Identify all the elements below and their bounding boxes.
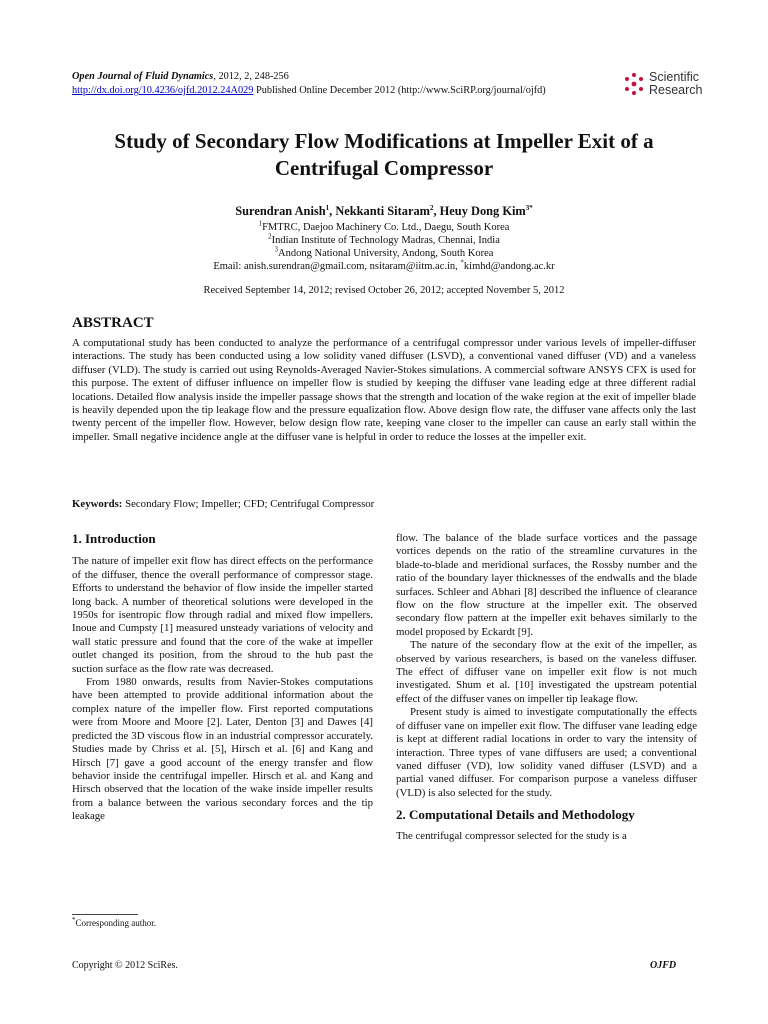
journal-header [72, 70, 702, 98]
footnote [72, 918, 156, 928]
abstract-text: A computational study has been conducted to analyze the performance of a centrifugal compressor under various levels of impeller-diffuser interactions. The study has been conducted using a low solidity vaned diffuser (LSVD), a conventional vaned diffuser (VD) and a vaneless diffuser (VLD). The study is carried out using Reynolds-Averaged Navier-Stokes simulations. A commercial software ANSYS CFX is used for this purpose. The extent of diffuser influence on impeller flow is studied by keeping the diffuser vane leading edge at three different radial locations. Detailed flow analysis inside the impeller passage shows that the strength and location of the wake region at the exit of impeller blade is heavily depended upon the tip leakage flow and the pressure equalization flow. Above design flow rate, the diffuser vane affects only the last twenty percent of the impeller flow. However, below design flow rate, keeping vane closer to the impeller can cause an early stall within the impeller. Small negative incidence angle at the diffuser vane is helpful in order to reduce the losses at the impeller exit. [72, 337, 696, 443]
doi-line [72, 84, 702, 98]
copyright: Copyright © 2012 SciRes. [72, 960, 178, 971]
body-paragraph: The nature of impeller exit flow has direct effects on the performance of the diffuser, thence the overall performance of compressor stage. Efforts to understand the behavior of flow inside the impeller started long back. A number of theoretical solutions were developed in the 1950s for isentropic flow through radial and mixed flow impellers. Inoue and Cumpsty [1] measured unsteady variations of velocity and wall static pressure and found that the core of the wake at impeller outlet changed its position, from the shroud to the hub past the suction surface as the flow rate was decreased. [72, 555, 373, 675]
author-affil-mark: 3* [525, 203, 533, 212]
body-paragraph: The nature of the secondary flow at the exit of the impeller, as observed by various researchers, is based on the vaneless diffuser. The effect of diffuser vane on impeller exit flow is not much investigated. Shum et al. [10] investigated the upstream potential effect of the diffuser vanes on impeller tip leakage flow. [396, 639, 697, 705]
author-name: Surendran Anish [235, 204, 326, 218]
doi-link[interactable]: http://dx.doi.org/10.4236/ojfd.2012.24A029 [72, 85, 254, 96]
email-line [84, 260, 684, 273]
journal-citation: , 2012, 2, 248-256 [213, 71, 289, 82]
email-prefix: Email: anish.surendran@gmail.com, nsitaram@iitm.ac.in, [213, 261, 461, 272]
keywords-text: Secondary Flow; Impeller; CFD; Centrifugal Compressor [122, 498, 375, 510]
affil-text: Indian Institute of Technology Madras, Chennai, India [271, 235, 500, 246]
published-info: Published Online December 2012 (http://www.SciRP.org/journal/ojfd) [253, 85, 546, 96]
body-paragraph: From 1980 onwards, results from Navier-Stokes computations have been attempted to provide additional information about the complex nature of the impeller flow. First reported computations were from Moore and Moore [2]. Later, Denton [3] and Dawes [4] predicted the 3D viscous flow in an industrial compressor accurately. Studies made by Chriss et al. [5], Hirsch et al. [6] and Kang and Hirsch [7] gave a good account of the energy transfer and flow behavior inside the centrifugal impeller. Hirsch et al. and Kang and Hirsch observed that the location of the wake inside impeller results from a balance between the various secondary forces and the tip leakage [72, 676, 373, 823]
author-name: Nekkanti Sitaram [335, 204, 430, 218]
body-paragraph: The centrifugal compressor selected for the study is a [396, 829, 627, 842]
received-dates: Received September 14, 2012; revised October 26, 2012; accepted November 5, 2012 [203, 285, 565, 296]
intro-heading: 1. Introduction [72, 531, 156, 546]
abstract-heading: ABSTRACT [72, 315, 154, 331]
affil-mark: 2 [268, 232, 272, 241]
author-separator: , [433, 204, 440, 218]
scientific-research-logo-icon [622, 72, 646, 96]
body-paragraph: Present study is aimed to investigate computationally the effects of diffuser vane on impeller exit flow. The diffuser vane leading edge is kept at different radial locations in order to vary the intensity of interaction. Three types of vane diffusers are used; a conventional vaned diffuser (VD), low solidity vaned diffuser (LSVD) and a partial vaned diffuser. For comparison purpose a vaneless diffuser (VLD) is also selected for the study. [396, 706, 697, 799]
author-affil-mark: 1 [325, 203, 330, 212]
publisher-logo [622, 70, 712, 100]
author-separator: , [329, 204, 336, 218]
left-column [72, 532, 373, 824]
affiliation [84, 234, 684, 247]
journal-name: Open Journal of Fluid Dynamics [72, 71, 214, 82]
author-affil-mark: 2 [429, 203, 434, 212]
affil-text: Andong National University, Andong, South Korea [278, 248, 494, 259]
keywords [72, 498, 696, 510]
section2-heading: 2. Computational Details and Methodology [396, 807, 635, 823]
affil-text: FMTRC, Daejoo Machinery Co. Ltd., Daegu, South Korea [262, 222, 510, 233]
author-name: Heuy Dong Kim [439, 204, 526, 218]
affil-mark: 1 [258, 219, 263, 228]
logo-line-2: Research [649, 83, 703, 97]
footnote-mark: * [72, 916, 76, 924]
author-list [84, 204, 684, 219]
affiliations [84, 221, 684, 273]
keywords-label: Keywords: [72, 498, 123, 510]
journal-citation-line [72, 70, 702, 84]
affiliation [84, 247, 684, 260]
paper-title: Study of Secondary Flow Modifications at Impeller Exit of a Centrifugal Compressor [114, 129, 654, 180]
affil-mark: 3 [274, 245, 279, 254]
email-suffix: kimhd@andong.ac.kr [463, 261, 555, 272]
right-column [396, 532, 697, 843]
journal-abbreviation: OJFD [650, 960, 677, 971]
logo-line-1: Scientific [649, 70, 700, 84]
email-mark: * [460, 258, 464, 267]
affiliation [84, 221, 684, 234]
body-paragraph: flow. The balance of the blade surface vortices and the passage vortices depends on the ratio of the streamline curvatures in the blade-to-blade and meridional surfaces, the Rossby number and the ratio of the boundary layer thicknesses of the endwalls and the blade surfaces. Schleer and Abhari [8] described the influence of clearance flow on the flow structure at the impeller exit. The observed secondary flow pattern at the impeller exit behaves similarly to the model proposed by Eckardt [9]. [396, 532, 697, 638]
footnote-text: Corresponding author. [75, 918, 156, 928]
footnote-divider [72, 914, 138, 915]
